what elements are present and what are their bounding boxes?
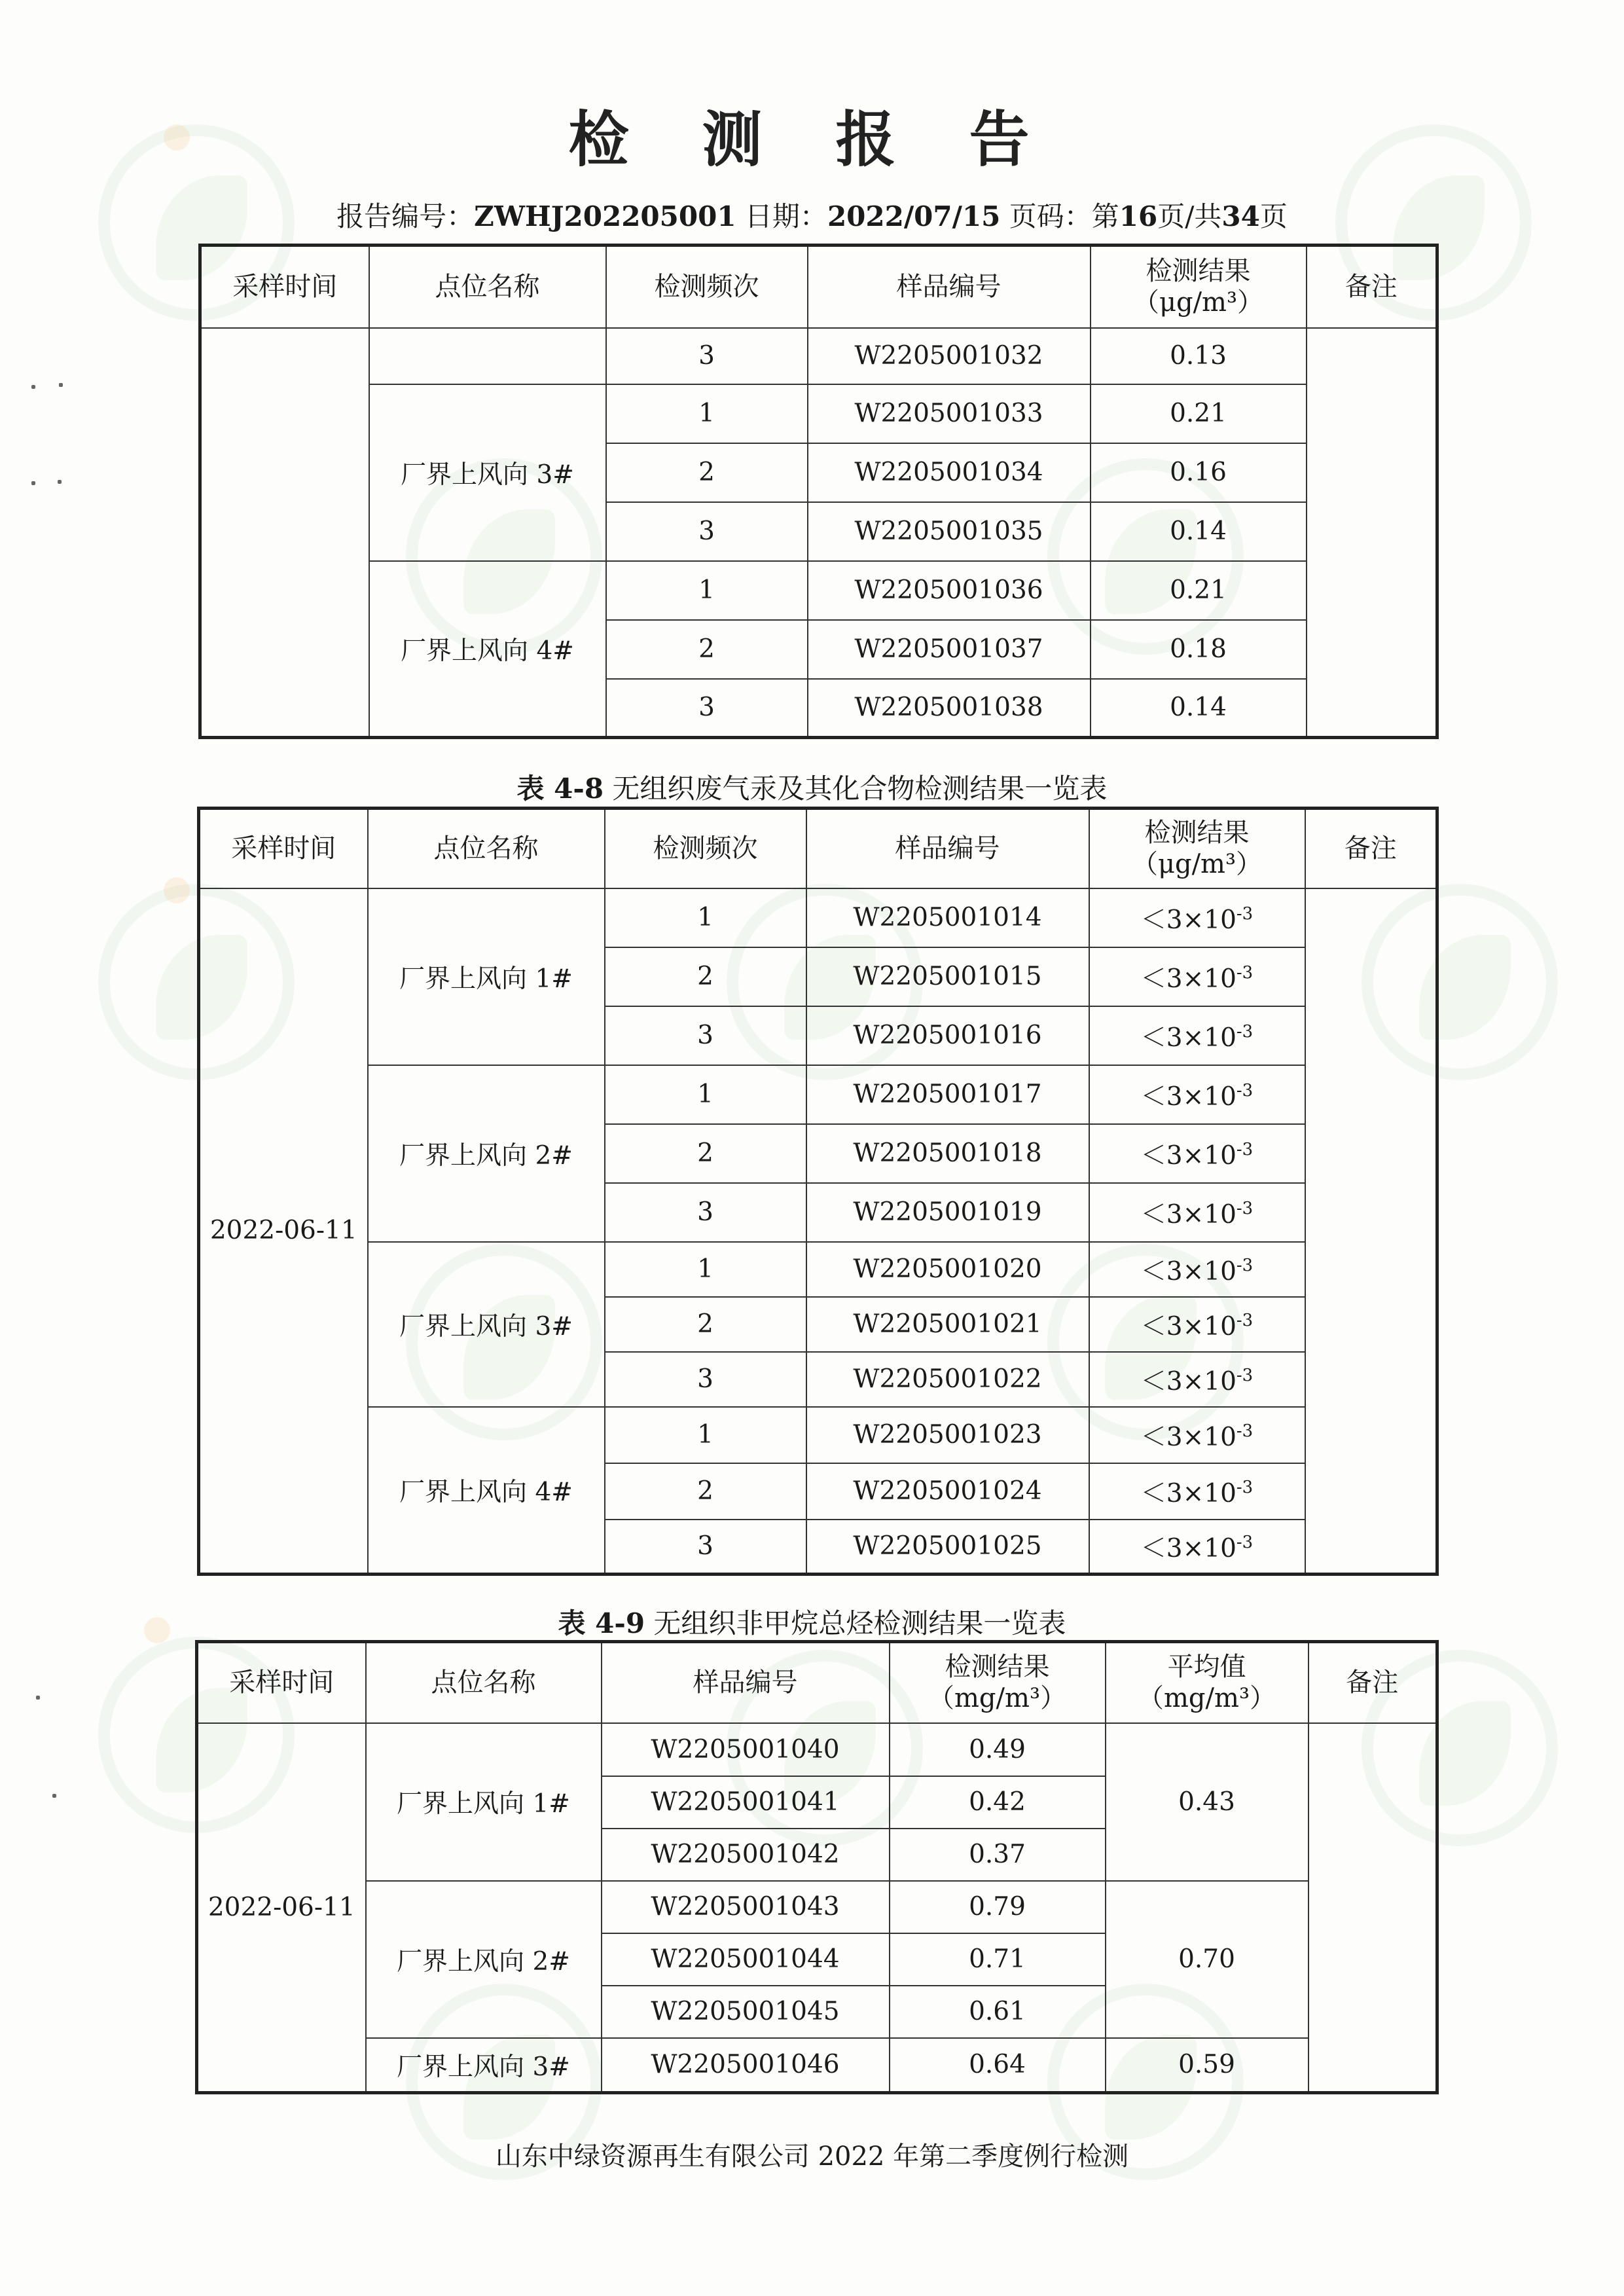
cell-sample-no: W2205001023	[806, 1407, 1089, 1463]
cell-frequency: 2	[605, 1124, 806, 1183]
cell-sampling-time: 2022-06-11	[197, 1723, 366, 2093]
cell-result	[1089, 888, 1305, 947]
result-value: ＜3×10	[1140, 1199, 1236, 1230]
cell-result: 0.61	[890, 1986, 1106, 2038]
table-row	[200, 384, 1437, 443]
table-4-8-caption	[0, 767, 1624, 807]
cell-sample-no: W2205001017	[806, 1065, 1089, 1124]
cell-frequency: 2	[605, 1463, 806, 1520]
header-average: 平均值 （mg/m³）	[1106, 1642, 1308, 1723]
cell-location: 厂界上风向 3#	[366, 2038, 602, 2093]
result-exponent: -3	[1236, 1477, 1254, 1497]
result-exponent: -3	[1236, 1139, 1254, 1159]
cell-sample-no: W2205001019	[806, 1183, 1089, 1242]
report-no: ZWHJ202205001	[474, 200, 736, 232]
table-header-row	[197, 1642, 1437, 1723]
mercury-results-table	[197, 807, 1439, 1576]
cell-sample-no: W2205001024	[806, 1463, 1089, 1520]
cell-result	[1089, 1352, 1305, 1407]
result-value: ＜3×10	[1140, 964, 1236, 994]
cell-sample-no: W2205001036	[808, 561, 1091, 620]
cell-sample-no: W2205001045	[602, 1986, 890, 2038]
cell-remarks	[1307, 328, 1437, 738]
header-sampling-time: 采样时间	[197, 1642, 366, 1723]
header-result: 检测结果 （mg/m³）	[890, 1642, 1106, 1723]
cell-location: 厂界上风向 2#	[366, 1881, 602, 2038]
cell-frequency: 3	[606, 679, 808, 738]
report-no-label: 报告编号：	[336, 200, 475, 232]
cell-result	[1089, 1242, 1305, 1297]
cell-remarks	[1308, 1723, 1437, 2093]
cell-sample-no: W2205001015	[806, 947, 1089, 1006]
result-value: ＜3×10	[1140, 1422, 1236, 1452]
cell-frequency: 1	[606, 561, 808, 620]
page-footer: 山东中绿资源再生有限公司 2022 年第二季度例行检测	[495, 2141, 1129, 2172]
cell-result	[1089, 1065, 1305, 1124]
cell-frequency: 1	[606, 384, 808, 443]
caption-number: 表 4-8	[516, 773, 604, 805]
caption-text: 无组织废气汞及其化合物检测结果一览表	[612, 773, 1108, 805]
report-meta	[0, 195, 1624, 234]
result-exponent: -3	[1236, 1532, 1254, 1552]
cell-result: 0.64	[890, 2038, 1106, 2093]
cell-location: 厂界上风向 3#	[368, 1242, 605, 1407]
report-date: 2022/07/15	[827, 200, 1001, 232]
header-frequency: 检测频次	[605, 809, 806, 888]
cell-result: 0.42	[890, 1776, 1106, 1829]
cell-sample-no: W2205001043	[602, 1881, 890, 1933]
table-row	[197, 1723, 1437, 1776]
scan-speck	[59, 383, 63, 387]
cell-frequency: 2	[606, 620, 808, 679]
cell-result: 0.18	[1091, 620, 1307, 679]
cell-frequency: 2	[606, 443, 808, 502]
result-value: ＜3×10	[1140, 1478, 1236, 1508]
scan-speck	[31, 385, 35, 389]
cell-average: 0.70	[1106, 1881, 1308, 2038]
result-value: ＜3×10	[1140, 1082, 1236, 1112]
result-exponent: -3	[1236, 1255, 1254, 1275]
caption-number: 表 4-9	[558, 1607, 645, 1639]
cell-sample-no: W2205001040	[602, 1723, 890, 1776]
cell-frequency: 3	[605, 1183, 806, 1242]
report-title: 检 测 报 告	[568, 105, 1056, 175]
cell-average: 0.59	[1106, 2038, 1308, 2093]
cell-result: 0.49	[890, 1723, 1106, 1776]
result-exponent: -3	[1236, 1310, 1254, 1330]
result-value: ＜3×10	[1140, 1366, 1236, 1396]
result-exponent: -3	[1236, 962, 1254, 983]
table-row	[197, 2038, 1437, 2093]
date-label: 日期：	[744, 200, 827, 232]
cell-sample-no: W2205001014	[806, 888, 1089, 947]
cell-location: 厂界上风向 3#	[369, 384, 606, 561]
cell-sample-no: W2205001021	[806, 1297, 1089, 1352]
cell-result: 0.21	[1091, 561, 1307, 620]
scan-speck	[52, 1794, 56, 1798]
cell-result: 0.14	[1091, 679, 1307, 738]
cell-sample-no: W2205001044	[602, 1933, 890, 1986]
header-location: 点位名称	[368, 809, 605, 888]
cell-location	[369, 328, 606, 384]
result-value: ＜3×10	[1140, 1256, 1236, 1286]
page-separator: 页/共	[1157, 200, 1222, 232]
cell-location: 厂界上风向 1#	[368, 888, 605, 1065]
cell-sample-no: W2205001025	[806, 1520, 1089, 1575]
cell-result: 0.21	[1091, 384, 1307, 443]
cell-sampling-time	[200, 328, 369, 738]
result-exponent: -3	[1236, 1365, 1254, 1385]
result-value: ＜3×10	[1140, 1311, 1236, 1341]
cell-sample-no: W2205001034	[808, 443, 1091, 502]
page-total: 34	[1221, 200, 1260, 232]
cell-frequency: 3	[606, 328, 808, 384]
result-value: ＜3×10	[1140, 1023, 1236, 1053]
cell-sample-no: W2205001020	[806, 1242, 1089, 1297]
cell-frequency: 2	[605, 947, 806, 1006]
header-result: 检测结果 （μg/m³）	[1091, 246, 1307, 328]
header-frequency: 检测频次	[606, 246, 808, 328]
result-exponent: -3	[1236, 1080, 1254, 1101]
scan-speck	[36, 1696, 40, 1700]
cell-result	[1089, 1183, 1305, 1242]
cell-sampling-time: 2022-06-11	[199, 888, 368, 1575]
header-sample-no: 样品编号	[806, 809, 1089, 888]
cell-frequency: 3	[605, 1520, 806, 1575]
watermark-dot	[164, 877, 190, 903]
result-value: ＜3×10	[1140, 1533, 1236, 1563]
table-row	[199, 1242, 1437, 1297]
scan-speck	[31, 481, 35, 485]
cell-frequency: 3	[605, 1352, 806, 1407]
cell-frequency: 1	[605, 1407, 806, 1463]
caption-text: 无组织非甲烷总烃检测结果一览表	[653, 1607, 1066, 1639]
cell-result: 0.71	[890, 1933, 1106, 1986]
cell-sample-no: W2205001016	[806, 1006, 1089, 1065]
cell-result: 0.79	[890, 1881, 1106, 1933]
table-row	[199, 1065, 1437, 1124]
scan-speck	[58, 480, 62, 484]
result-exponent: -3	[1236, 1421, 1254, 1441]
table-row	[197, 1881, 1437, 1933]
table-header-row	[199, 809, 1437, 888]
result-exponent: -3	[1236, 1021, 1254, 1042]
cell-sample-no: W2205001037	[808, 620, 1091, 679]
cell-frequency: 1	[605, 1242, 806, 1297]
cell-location: 厂界上风向 1#	[366, 1723, 602, 1881]
header-remarks: 备注	[1308, 1642, 1437, 1723]
cell-result	[1089, 1297, 1305, 1352]
results-table-continued	[198, 244, 1439, 739]
cell-sample-no: W2205001038	[808, 679, 1091, 738]
cell-result: 0.37	[890, 1829, 1106, 1881]
cell-result	[1089, 1124, 1305, 1183]
table-4-9-caption	[0, 1602, 1624, 1641]
table-row	[199, 1407, 1437, 1463]
page-number: 16	[1119, 200, 1158, 232]
cell-sample-no: W2205001046	[602, 2038, 890, 2093]
cell-sample-no: W2205001018	[806, 1124, 1089, 1183]
table-row	[199, 888, 1437, 947]
header-remarks: 备注	[1305, 809, 1437, 888]
cell-result: 0.13	[1091, 328, 1307, 384]
header-sampling-time: 采样时间	[199, 809, 368, 888]
cell-location: 厂界上风向 2#	[368, 1065, 605, 1242]
cell-frequency: 3	[606, 502, 808, 561]
header-location: 点位名称	[366, 1642, 602, 1723]
cell-location: 厂界上风向 4#	[369, 561, 606, 738]
cell-result	[1089, 1407, 1305, 1463]
cell-result: 0.14	[1091, 502, 1307, 561]
cell-frequency: 3	[605, 1006, 806, 1065]
cell-result	[1089, 1520, 1305, 1575]
table-row	[200, 328, 1437, 384]
header-remarks: 备注	[1307, 246, 1437, 328]
header-location: 点位名称	[369, 246, 606, 328]
cell-result	[1089, 947, 1305, 1006]
header-sample-no: 样品编号	[808, 246, 1091, 328]
cell-location: 厂界上风向 4#	[368, 1407, 605, 1575]
result-exponent: -3	[1236, 1198, 1254, 1218]
table-header-row	[200, 246, 1437, 328]
cell-sample-no: W2205001022	[806, 1352, 1089, 1407]
cell-average: 0.43	[1106, 1723, 1308, 1881]
cell-sample-no: W2205001035	[808, 502, 1091, 561]
result-value: ＜3×10	[1140, 1140, 1236, 1171]
cell-sample-no: W2205001033	[808, 384, 1091, 443]
table-row	[200, 561, 1437, 620]
cell-frequency: 1	[605, 888, 806, 947]
cell-result	[1089, 1006, 1305, 1065]
result-value: ＜3×10	[1140, 905, 1236, 935]
cell-frequency: 2	[605, 1297, 806, 1352]
header-sampling-time: 采样时间	[200, 246, 369, 328]
cell-sample-no: W2205001041	[602, 1776, 890, 1829]
page-label: 页码：第	[1009, 200, 1119, 232]
cell-result	[1089, 1463, 1305, 1520]
cell-sample-no: W2205001042	[602, 1829, 890, 1881]
header-sample-no: 样品编号	[602, 1642, 890, 1723]
result-exponent: -3	[1236, 903, 1254, 924]
cell-remarks	[1305, 888, 1437, 1575]
nmhc-results-table	[195, 1640, 1439, 2094]
cell-frequency: 1	[605, 1065, 806, 1124]
page-suffix: 页	[1259, 200, 1288, 232]
header-result: 检测结果 （μg/m³）	[1089, 809, 1305, 888]
cell-sample-no: W2205001032	[808, 328, 1091, 384]
cell-result: 0.16	[1091, 443, 1307, 502]
